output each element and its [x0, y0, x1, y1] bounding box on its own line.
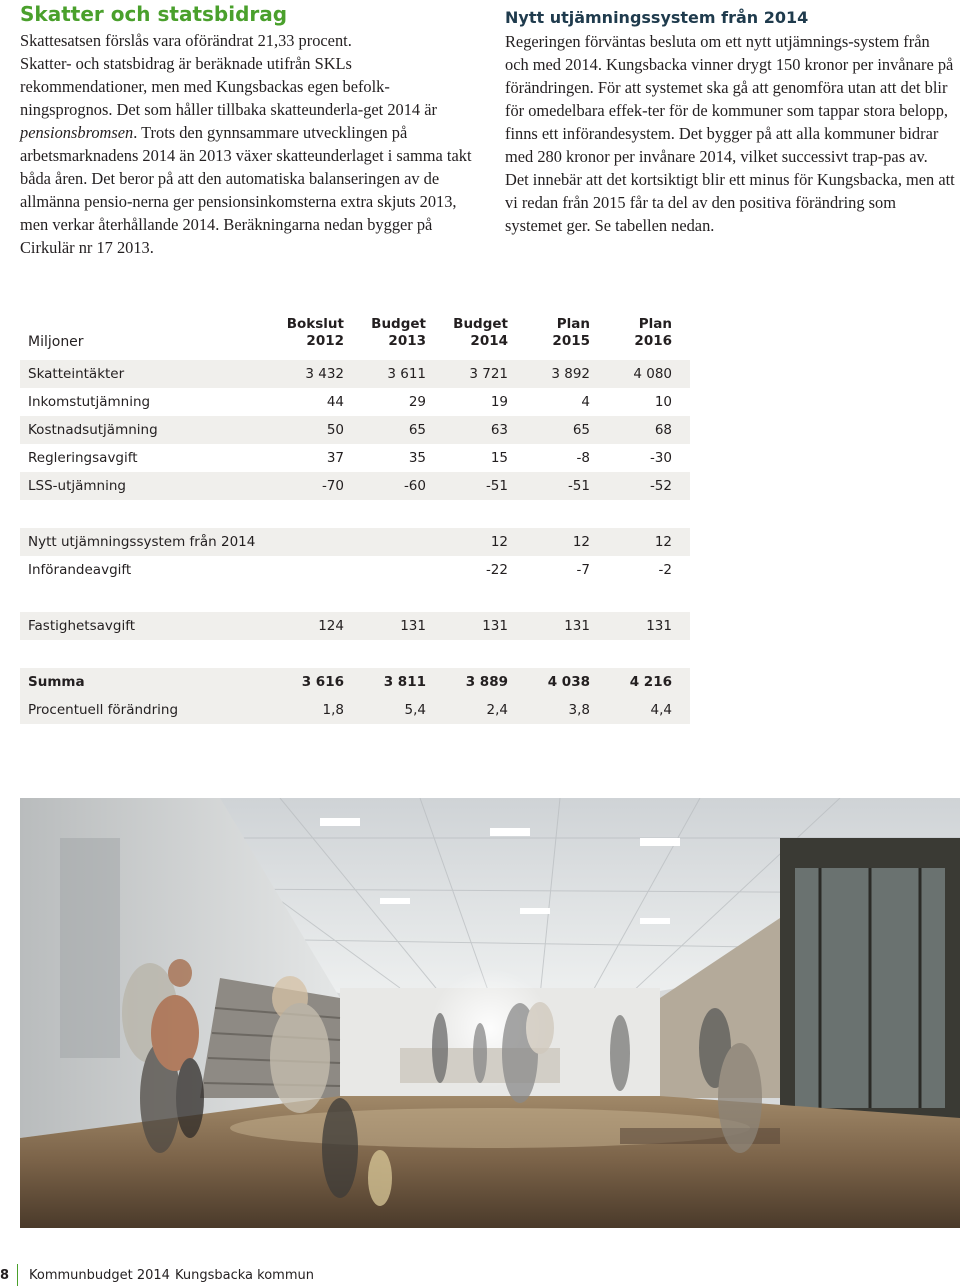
row-label: Skatteintäkter — [28, 366, 125, 382]
budget-table — [20, 310, 690, 724]
cell: 19 — [490, 394, 508, 410]
cell: 3 432 — [305, 366, 344, 382]
page-number: 8 — [0, 1268, 10, 1283]
cell: 131 — [482, 618, 508, 634]
cell: 4 216 — [629, 674, 672, 690]
cell: 63 — [490, 422, 508, 438]
row-label: LSS-utjämning — [28, 478, 126, 494]
cell: 4 — [581, 394, 590, 410]
cell: 50 — [326, 422, 344, 438]
header-col-1-type: Bokslut — [286, 316, 344, 332]
cell: 3 721 — [469, 366, 508, 382]
header-col-5 — [598, 316, 680, 350]
table-row — [20, 612, 690, 640]
cell: 44 — [326, 394, 344, 410]
header-col-2-type: Budget — [371, 316, 426, 332]
row-label: Fastighetsavgift — [28, 618, 136, 634]
row-label: Nytt utjämningssystem från 2014 — [28, 534, 256, 550]
cell: 3 616 — [301, 674, 344, 690]
cell: 15 — [490, 450, 508, 466]
row-label: Införandeavgift — [28, 562, 132, 578]
table-spacer — [20, 500, 690, 528]
cell: 4 038 — [547, 674, 590, 690]
paragraph-tax-forecast-a: Skatter- och statsbidrag är beräknade utifrån SKLs rekommendationer, men med Kungsbackas egen befolk-ningsprognos. Det som håller tillbaka skatteunderla-get 2014 är — [20, 54, 437, 119]
pension-brake-term: pensionsbromsen — [20, 123, 134, 142]
cell: 3 892 — [551, 366, 590, 382]
header-unit-label: Miljoner — [28, 334, 84, 350]
cell: 1,8 — [322, 702, 344, 718]
cell: 2,4 — [486, 702, 508, 718]
header-col-4 — [516, 316, 598, 350]
table-row — [20, 444, 690, 472]
table-row — [20, 472, 690, 500]
header-col-5-type: Plan — [638, 316, 672, 332]
table-row-total — [20, 668, 690, 696]
cell: 3 889 — [465, 674, 508, 690]
cell: 4 080 — [633, 366, 672, 382]
cell: 68 — [654, 422, 672, 438]
table-row — [20, 556, 690, 584]
cell: -7 — [576, 562, 590, 578]
table-spacer — [20, 584, 690, 612]
cell: 29 — [408, 394, 426, 410]
header-col-1 — [270, 316, 352, 350]
cell: 65 — [572, 422, 590, 438]
cell: 12 — [654, 534, 672, 550]
cell: 12 — [490, 534, 508, 550]
cell: -8 — [576, 450, 590, 466]
cell: 12 — [572, 534, 590, 550]
header-col-1-year: 2012 — [306, 333, 344, 349]
cell: -60 — [403, 478, 426, 494]
left-column — [20, 0, 482, 259]
cell: -22 — [485, 562, 508, 578]
cell: 4,4 — [650, 702, 672, 718]
table-row — [20, 360, 690, 388]
paragraph-equalization: Regeringen förväntas besluta om ett nytt utjämnings-system från och med 2014. Kungsbacka vinner drygt 150 kronor per invånare på förändringen. För att systemet ska gå att genomföra utan att det blir för omedelbara effek-ter för de kommuner som tappar stora belopp, finns ett införandesystem. Det bygger på att alla kommuner bidrar med 280 kronor per invånare 2014, vilket successivt trap-pas av. Det innebär att det kortsiktigt blir ett minus för Kungsbacka, men att vi redan från 2015 får ta del av den positiva förändring som systemet ger. Se tabellen nedan. — [505, 32, 955, 235]
lobby-photo-illustration — [20, 798, 960, 1228]
header-col-3-type: Budget — [453, 316, 508, 332]
cell: -2 — [658, 562, 672, 578]
footer-doc-title: Kommunbudget 2014 — [29, 1268, 170, 1283]
row-label: Regleringsavgift — [28, 450, 138, 466]
row-label: Procentuell förändring — [28, 702, 179, 718]
table-row — [20, 388, 690, 416]
cell: -30 — [649, 450, 672, 466]
table-spacer — [20, 640, 690, 668]
cell: 3 811 — [383, 674, 426, 690]
cell: 3 611 — [387, 366, 426, 382]
table-row — [20, 696, 690, 724]
row-label: Inkomstutjämning — [28, 394, 151, 410]
section-heading-taxes: Skatter och statsbidrag — [20, 2, 288, 26]
cell: -51 — [567, 478, 590, 494]
footer-org: Kungsbacka kommun — [175, 1268, 314, 1283]
cell: -52 — [649, 478, 672, 494]
cell: -51 — [485, 478, 508, 494]
header-col-3-year: 2014 — [470, 333, 508, 349]
table-row — [20, 416, 690, 444]
cell: 124 — [318, 618, 344, 634]
header-col-3 — [434, 316, 516, 350]
cell: 131 — [564, 618, 590, 634]
table-header-row — [20, 310, 690, 354]
cell: 35 — [408, 450, 426, 466]
header-col-4-year: 2015 — [552, 333, 590, 349]
cell: 5,4 — [404, 702, 426, 718]
lobby-photo — [20, 798, 960, 1228]
header-col-2 — [352, 316, 434, 350]
cell: 10 — [654, 394, 672, 410]
right-column — [505, 0, 955, 237]
header-col-5-year: 2016 — [634, 333, 672, 349]
row-label: Summa — [28, 674, 85, 690]
cell: 65 — [408, 422, 426, 438]
table-row — [20, 528, 690, 556]
header-col-4-type: Plan — [556, 316, 590, 332]
section-heading-equalization: Nytt utjämningssystem från 2014 — [505, 8, 809, 27]
paragraph-tax-rate: Skattesatsen förslås vara oförändrat 21,33 procent. — [20, 31, 352, 50]
cell: 37 — [326, 450, 344, 466]
page-footer — [0, 1264, 960, 1288]
row-label: Kostnadsutjämning — [28, 422, 158, 438]
cell: 3,8 — [568, 702, 590, 718]
cell: 131 — [400, 618, 426, 634]
footer-divider — [17, 1264, 18, 1286]
header-col-2-year: 2013 — [388, 333, 426, 349]
cell: -70 — [321, 478, 344, 494]
paragraph-tax-forecast-b: . Trots den gynnsammare utvecklingen på arbetsmarknadens 2014 än 2013 växer skatteunderlaget i samma takt båda åren. Det beror på att den automatiska balanseringen av de allmänna pensio-nerna ger pensionsinkomsterna extra skjuts 2013, men verkar återhållande 2014. Beräkningarna nedan bygger på Cirkulär nr 17 2013. — [20, 123, 472, 257]
paragraph-tax-forecast — [20, 52, 482, 259]
cell: 131 — [646, 618, 672, 634]
